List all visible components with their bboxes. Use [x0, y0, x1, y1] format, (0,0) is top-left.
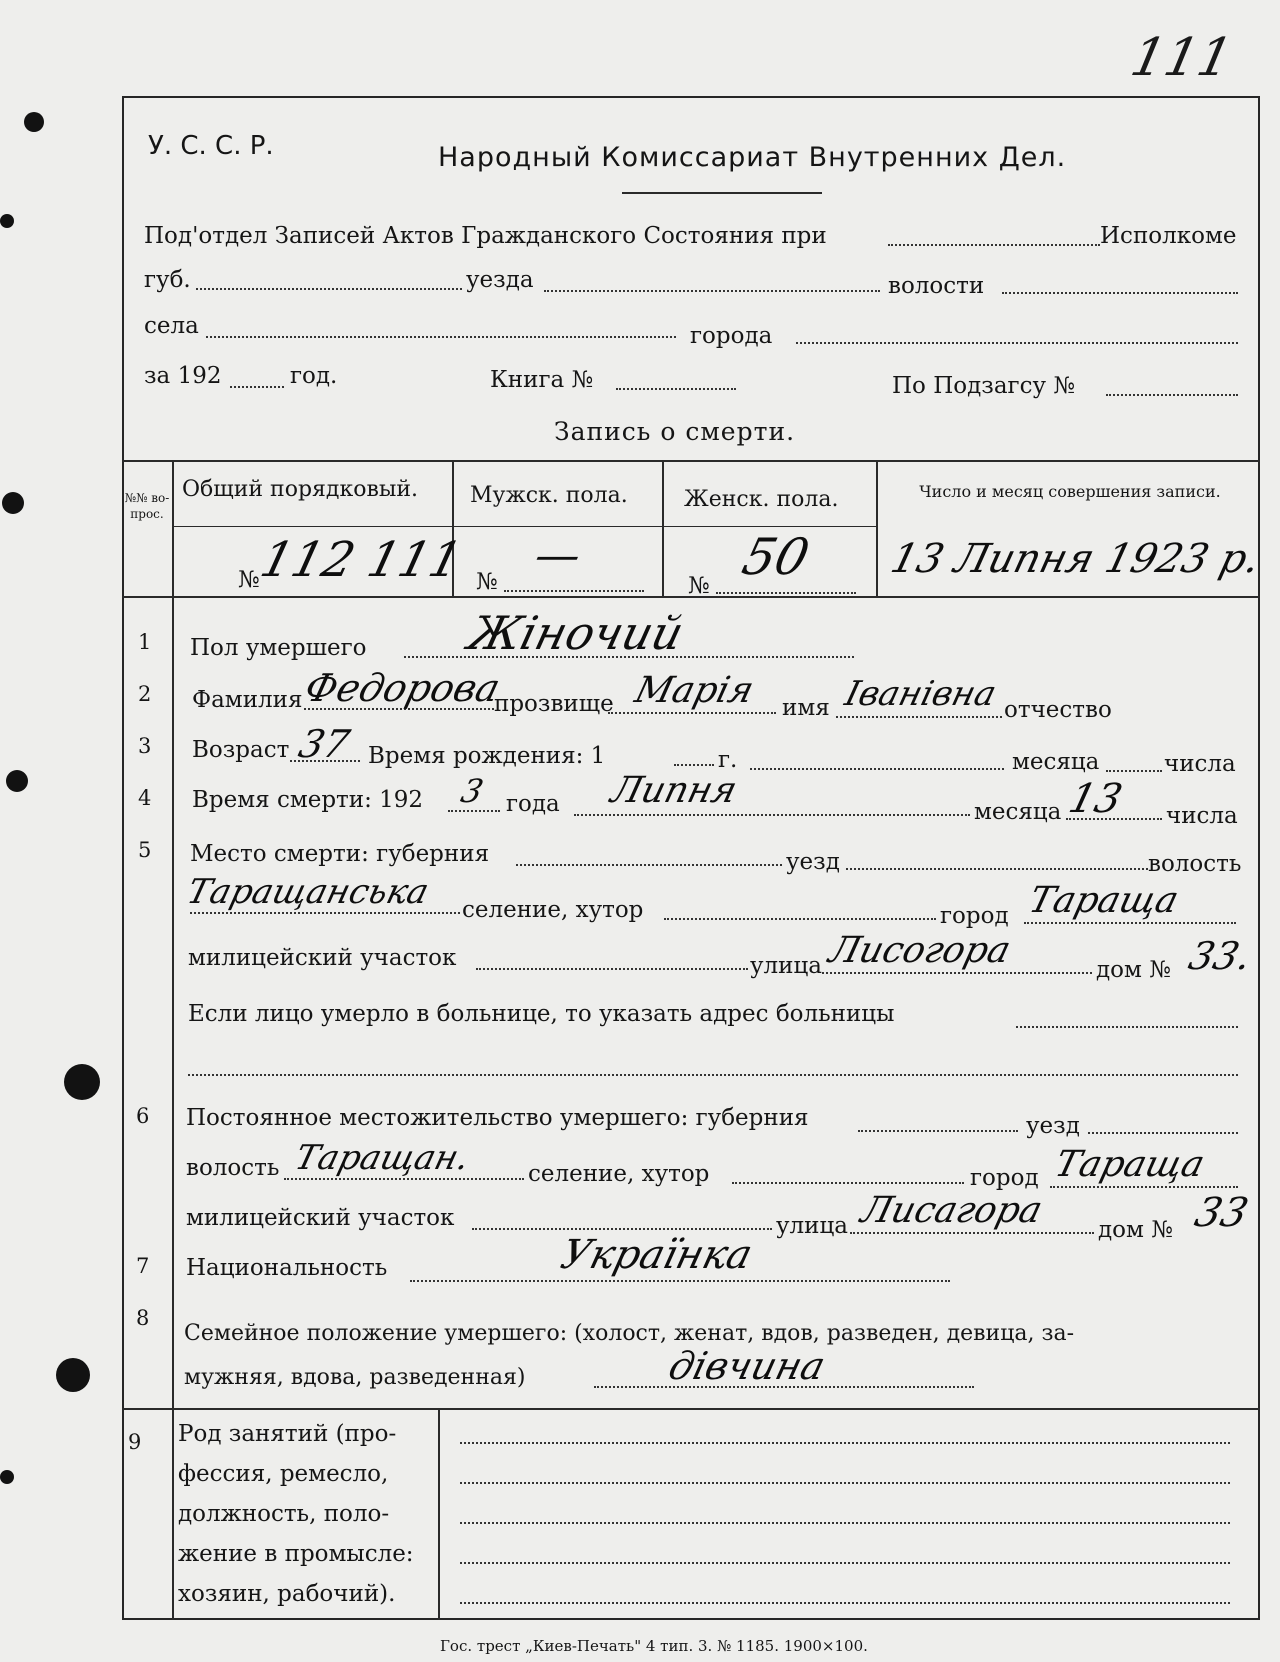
q5-guberniya-field: [516, 864, 782, 866]
female-header: Женск. пола.: [684, 487, 839, 512]
record-title: Запись о смерти.: [554, 417, 796, 446]
q3-g-label: г.: [718, 747, 738, 773]
q1-label: Пол умершего: [190, 635, 367, 661]
q9-answer-line: [460, 1522, 1230, 1524]
q4-month-field: [574, 814, 970, 816]
q7-label: Национальность: [186, 1255, 388, 1281]
q4-day-label: числа: [1166, 803, 1238, 829]
punch-hole: [24, 112, 44, 132]
q6-uezd-field: [1088, 1132, 1238, 1134]
q5-settlement-label: селение, хутор: [462, 897, 644, 923]
q5-militia-label: милицейский участок: [188, 945, 457, 971]
q6-guberniya-field: [858, 1130, 1018, 1132]
volost-label: волости: [888, 273, 985, 299]
q9-col-divider: [172, 1408, 174, 1620]
q3-month-label: месяца: [1012, 749, 1100, 775]
female-no-value: 50: [736, 528, 815, 586]
q5-uezd-label: уезд: [786, 849, 840, 875]
q7-value: Українка: [556, 1232, 757, 1278]
punch-hole: [64, 1064, 100, 1100]
q8-line1: Семейное положение умершего: (холост, женат, вдов, разведен, девица, за-: [184, 1321, 1075, 1346]
uezd-label: уезда: [466, 267, 534, 293]
question-number: 7: [136, 1254, 150, 1278]
q4-day-value: 13: [1064, 776, 1127, 822]
table-col-divider: [172, 460, 174, 596]
record-date-header: Число и месяц совершения записи.: [919, 482, 1221, 501]
q3-birth-year-field: [674, 764, 714, 766]
question-number: 8: [136, 1306, 150, 1330]
q6-militia-label: милицейский участок: [186, 1205, 455, 1231]
q5-volost-field: [190, 912, 460, 914]
q5-hospital-field: [1016, 1026, 1238, 1028]
punch-hole: [6, 770, 28, 792]
q6-street-label: улица: [776, 1213, 848, 1239]
q6-city-value: Тараща: [1050, 1144, 1209, 1185]
question-no-header: №№ во-прос.: [124, 491, 170, 521]
q6-settlement-label: селение, хутор: [528, 1161, 710, 1187]
q4-month-label: месяца: [974, 799, 1062, 825]
q4-year-value: 3: [457, 772, 488, 810]
executive-committee-field: [888, 244, 1100, 246]
q5-house-value: 33.: [1184, 934, 1256, 978]
printer-imprint: Гос. трест „Киев-Печать" 4 тип. 3. № 1185. 1900×100.: [440, 1637, 868, 1655]
q5-street-field: [822, 972, 1092, 974]
male-no-label: №: [476, 569, 498, 595]
gub-field: [196, 288, 462, 290]
uezd-field: [544, 290, 880, 292]
q3-age-value: 37: [294, 722, 354, 766]
q6-volost-field: [284, 1178, 524, 1180]
q6-settlement-field: [732, 1182, 964, 1184]
q8-value: дівчина: [664, 1344, 830, 1388]
q3-age-label: Возраст: [192, 737, 290, 763]
serial-value: 112 111: [255, 532, 468, 588]
q6-uezd-label: уезд: [1026, 1113, 1080, 1139]
q2-name-value: Марія: [630, 670, 758, 711]
q5-hospital-field-2: [188, 1074, 1238, 1076]
q4-year-label: года: [506, 791, 560, 817]
q2-name-label: имя: [782, 695, 830, 721]
podzags-field: [1106, 394, 1238, 396]
q5-street-label: улица: [750, 953, 822, 979]
q6-residence-label: Постоянное местожительство умершего: губерния: [186, 1105, 809, 1131]
q3-month-field: [750, 768, 1004, 770]
q5-city-value: Тараща: [1024, 880, 1183, 921]
q6-city-field: [1050, 1186, 1238, 1188]
q8-line2: мужняя, вдова, разведенная): [184, 1365, 526, 1390]
q5-militia-field: [476, 968, 748, 970]
q2-patronymic-field: [836, 716, 1002, 718]
q5-city-label: город: [940, 903, 1009, 929]
volost-field: [1002, 292, 1238, 294]
header-rule: [622, 192, 822, 194]
q9-line-5: хозяин, рабочий).: [178, 1581, 396, 1607]
q5-street-value: Лисогора: [824, 930, 1015, 971]
q3-day-label: числа: [1164, 751, 1236, 777]
year-field: [230, 386, 284, 388]
q5-uezd-field: [846, 868, 1148, 870]
question-number: 2: [138, 682, 152, 706]
year-suffix: год.: [290, 363, 338, 389]
q9-line-2: фессия, ремесло,: [178, 1461, 389, 1487]
q9-answer-line: [460, 1562, 1230, 1564]
q9-line-3: должность, поло-: [178, 1501, 390, 1527]
record-date-value: 13 Липня 1923 р.: [886, 536, 1265, 582]
q5-hospital-label: Если лицо умерло в больнице, то указать адрес больницы: [188, 1001, 895, 1027]
q2-surname-value: Федорова: [300, 666, 505, 710]
punch-hole: [2, 492, 24, 514]
q6-street-field: [850, 1232, 1094, 1234]
table-top-rule: [122, 460, 1260, 462]
q2-surname-label: Фамилия: [192, 687, 303, 713]
q7-field: [410, 1280, 950, 1282]
q3-birth-label: Время рождения: 1: [368, 743, 606, 769]
q9-line-4: жение в промысле:: [178, 1541, 414, 1567]
q9-line-1: Род занятий (про-: [178, 1421, 397, 1447]
question-number: 1: [138, 630, 152, 654]
city-field: [796, 342, 1238, 344]
commissariat-title: Народный Комиссариат Внутренних Дел.: [438, 142, 1067, 173]
male-no-value: —: [529, 530, 587, 581]
q4-year-field: [448, 810, 500, 812]
question-number: 3: [138, 734, 152, 758]
gub-label: губ.: [144, 267, 191, 293]
executive-committee-label: Исполкоме: [1100, 223, 1237, 249]
q5-house-label: дом №: [1096, 957, 1171, 983]
year-prefix: за 192: [144, 363, 222, 389]
q2-patronymic-value: Іванівна: [841, 674, 1001, 714]
female-no-field: [716, 592, 856, 594]
village-label: села: [144, 313, 199, 339]
table-col-divider: [662, 460, 664, 596]
q2-nickname-label: прозвище: [494, 691, 614, 717]
q9-col-divider: [438, 1408, 440, 1620]
q9-answer-line: [460, 1442, 1230, 1444]
question-number: 6: [136, 1104, 150, 1128]
podzags-label: По Подзагсу №: [892, 373, 1076, 399]
q9-answer-line: [460, 1482, 1230, 1484]
q4-month-value: Липня: [606, 770, 742, 811]
book-label: Книга №: [490, 367, 594, 393]
q6-volost-label: волость: [186, 1155, 280, 1181]
q5-volost-label: волость: [1148, 851, 1242, 877]
q6-city-label: город: [970, 1165, 1039, 1191]
q5-volost-value: Таращанська: [183, 872, 433, 912]
q6-volost-value: Таращан.: [291, 1138, 474, 1178]
q1-value: Жіночий: [463, 606, 689, 660]
question-number: 9: [128, 1430, 142, 1454]
male-no-field: [504, 590, 644, 592]
q9-answer-line: [460, 1602, 1230, 1604]
q6-house-label: дом №: [1098, 1217, 1173, 1243]
page-number: 111: [1125, 28, 1238, 88]
q6-street-value: Лисагора: [856, 1190, 1047, 1231]
punch-hole: [56, 1358, 90, 1392]
q6-militia-field: [472, 1228, 772, 1230]
book-field: [616, 388, 736, 390]
q5-place-label: Место смерти: губерния: [190, 841, 490, 867]
question-number: 4: [138, 786, 152, 810]
male-header: Мужск. пола.: [470, 483, 628, 508]
question-number: 5: [138, 838, 152, 862]
city-label: города: [690, 323, 773, 349]
q2-name-field: [608, 712, 776, 714]
q6-house-value: 33: [1190, 1190, 1253, 1236]
q5-city-field: [1024, 922, 1236, 924]
general-serial-header: Общий порядковый.: [182, 477, 419, 502]
village-field: [206, 336, 676, 338]
serial-no-label: №: [238, 567, 260, 593]
punch-hole: [0, 1470, 14, 1484]
subdept-label: Под'отдел Записей Актов Гражданского Состояния при: [144, 223, 827, 249]
republic-label: У. С. С. Р.: [148, 131, 274, 161]
q2-patronymic-label: отчество: [1004, 697, 1112, 723]
table-sub-rule: [172, 526, 876, 527]
number-column-divider: [172, 596, 174, 1438]
q3-day-field: [1106, 770, 1162, 772]
q4-death-label: Время смерти: 192: [192, 787, 424, 813]
female-no-label: №: [688, 573, 710, 599]
q5-settlement-field: [664, 918, 936, 920]
q9-top-rule: [122, 1408, 1260, 1410]
punch-hole: [0, 214, 14, 228]
table-col-divider: [876, 460, 878, 596]
